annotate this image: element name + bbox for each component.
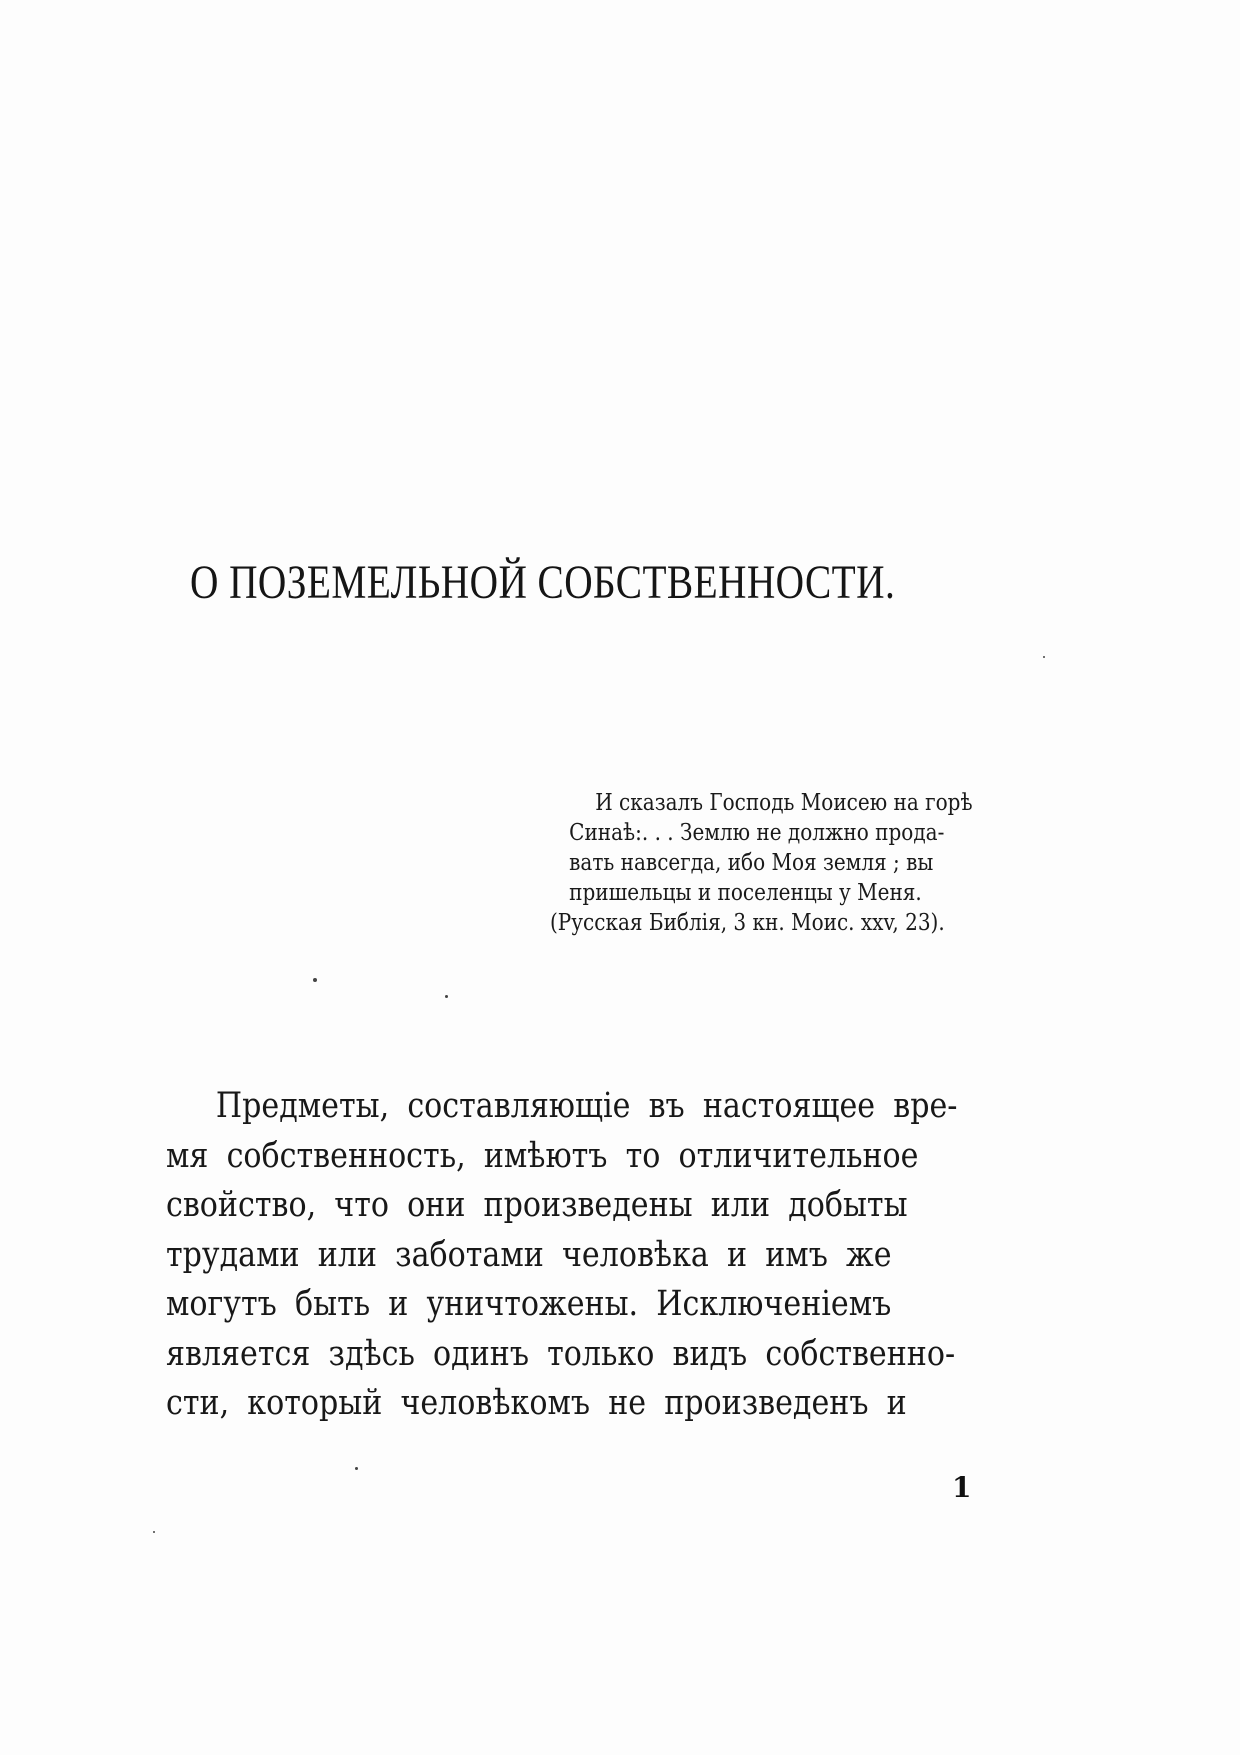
epigraph-line: пришельцы и поселенцы у Меня. (569, 880, 922, 906)
epigraph-line: вать навсегда, ибо Моя земля ; вы (569, 850, 934, 876)
epigraph (550, 788, 1070, 938)
body-line: свойство, что они произведены или добыты (166, 1185, 908, 1225)
epigraph-line: Синаѣ:. . . Землю не должно прода- (569, 820, 945, 846)
scan-speck (355, 1467, 358, 1470)
scan-speck (445, 995, 448, 998)
scan-speck (1043, 656, 1045, 658)
chapter-title: О ПОЗЕМЕЛЬНОЙ СОБСТВЕННОСТИ. (190, 556, 896, 609)
epigraph-line: И сказалъ Господь Моисею на горѣ (595, 790, 973, 816)
body-paragraph (166, 1082, 1066, 1429)
body-line: Предметы, составляющіе въ настоящее вре- (215, 1086, 958, 1126)
body-line: трудами или заботами человѣка и имъ же (166, 1234, 892, 1275)
epigraph-citation: (Русская Библія, 3 кн. Моис. xxv, 23). (550, 910, 945, 936)
scan-speck (313, 978, 317, 982)
page-number: 1 (952, 1471, 972, 1504)
body-line: могутъ быть и уничтожены. Исключеніемъ (166, 1284, 892, 1324)
scan-speck (153, 1531, 155, 1533)
body-line: мя собственность, имѣютъ то отличительное (166, 1135, 919, 1176)
body-line: является здѣсь одинъ только видъ собственно- (166, 1333, 956, 1374)
body-line: сти, который человѣкомъ не произведенъ и (166, 1383, 907, 1423)
